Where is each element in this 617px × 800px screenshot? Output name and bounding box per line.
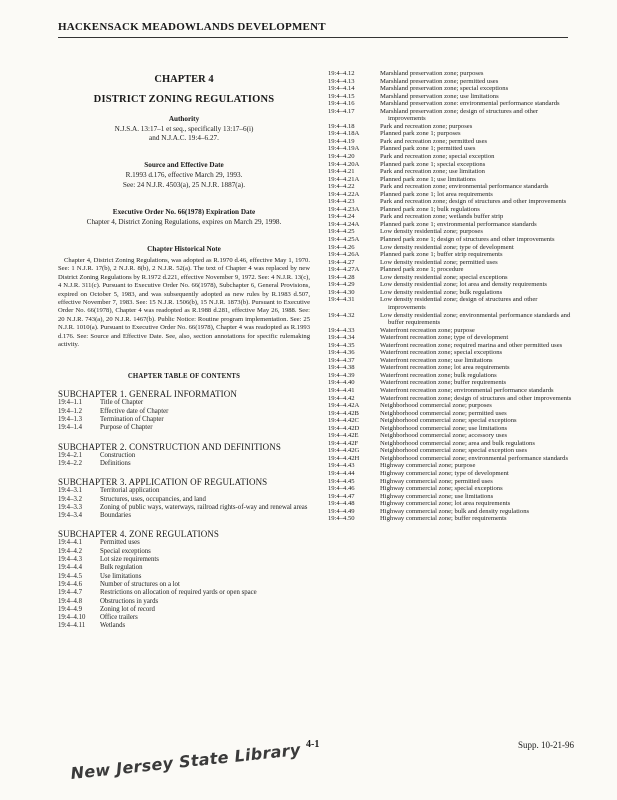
section-title: Low density residential zone; permitted uses	[380, 258, 498, 266]
section-number: 19:4–4.42G	[328, 447, 360, 455]
section-number: 19:4–4.22A	[328, 190, 360, 198]
section-title: Marshland preservation zone; design of structures and other improvements	[380, 107, 539, 123]
section-title: Permitted uses	[100, 539, 140, 547]
toc-row	[328, 266, 574, 274]
section-number: 19:4–4.22	[328, 183, 355, 191]
toc-row	[328, 515, 574, 523]
toc-row	[58, 614, 310, 622]
section-title: Highway commercial zone; purpose	[380, 462, 476, 470]
header-rule	[58, 37, 568, 38]
section-number: 19:4–4.13	[328, 77, 355, 85]
toc-row	[328, 93, 574, 101]
toc-row	[328, 508, 574, 516]
toc-row	[58, 598, 310, 606]
toc-row	[328, 395, 574, 403]
section-title: Special exceptions	[100, 547, 151, 555]
toc-row	[58, 424, 310, 432]
section-number: 19:4–4.40	[328, 379, 355, 387]
subchapter-heading: SUBCHAPTER 2. CONSTRUCTION AND DEFINITIONS	[58, 441, 281, 452]
section-title: Waterfront recreation zone; design of structures and other improvements	[380, 394, 572, 402]
toc-row	[328, 462, 574, 470]
section-title: Highway commercial zone; bulk and density regulations	[380, 507, 530, 515]
section-number: 19:4–4.27	[328, 258, 355, 266]
section-title: Planned park zone 1; lot area requirements	[380, 190, 493, 198]
section-title: Highway commercial zone; permitted uses	[380, 477, 493, 485]
section-title: Construction	[100, 451, 136, 459]
section-title: Highway commercial zone; use limitations	[380, 492, 494, 500]
toc-heading: CHAPTER TABLE OF CONTENTS	[127, 373, 241, 381]
source-line: See: 24 N.J.R. 4503(a), 25 N.J.R. 1887(a).	[122, 180, 246, 189]
section-title: Definitions	[100, 459, 131, 467]
section-number: 19:4–4.1	[58, 539, 82, 547]
section-title: Planned park zone 1; buffer strip requirements	[380, 251, 503, 259]
toc-row	[328, 327, 574, 335]
section-title: Wetlands	[100, 622, 126, 630]
section-number: 19:4–4.42A	[328, 402, 360, 410]
toc-row	[328, 123, 574, 131]
toc-row	[328, 493, 574, 501]
section-number: 19:4–3.4	[58, 512, 82, 520]
section-number: 19:4–4.17	[328, 107, 355, 115]
section-number: 19:4–4.4	[58, 564, 82, 572]
section-title: Planned park zone 1; special exceptions	[380, 160, 486, 168]
toc-row	[58, 548, 310, 556]
section-title: Neighborhood commercial zone; use limitations	[380, 424, 508, 432]
authority-line: and N.J.A.C. 19:4–6.27.	[149, 134, 219, 143]
executive-order-text: Chapter 4, District Zoning Regulations, expires on March 29, 1998.	[86, 217, 282, 226]
section-title: Structures, uses, occupancies, and land	[100, 495, 206, 503]
toc-row	[328, 485, 574, 493]
section-title: Waterfront recreation zone; buffer requirements	[380, 379, 507, 387]
toc-row	[328, 85, 574, 93]
section-title: Boundaries	[100, 512, 131, 520]
section-number: 19:4–3.2	[58, 495, 82, 503]
toc-row	[328, 251, 574, 259]
section-title: Park and recreation zone; permitted uses	[380, 137, 488, 145]
toc-row	[328, 221, 574, 229]
section-title: Neighborhood commercial zone; permitted uses	[380, 409, 507, 417]
toc-row	[58, 589, 310, 597]
section-number: 19:4–4.32	[328, 311, 355, 319]
toc-row	[328, 191, 574, 199]
section-list	[328, 70, 574, 523]
left-column	[58, 70, 310, 631]
toc-row	[328, 410, 574, 418]
toc-row	[328, 138, 574, 146]
section-title: Zoning of public ways, waterways, railroad rights-of-way and renewal areas	[100, 503, 308, 511]
section-number: 19:4–1.1	[58, 399, 82, 407]
toc-row	[328, 100, 574, 108]
section-number: 19:4–2.1	[58, 451, 82, 459]
section-title: Low density residential zone; purposes	[380, 228, 483, 236]
toc-row	[328, 387, 574, 395]
section-title: Waterfront recreation zone; use limitations	[380, 356, 493, 364]
section-number: 19:4–4.42	[328, 394, 355, 402]
section-number: 19:4–4.9	[58, 605, 82, 613]
section-title: Low density residential zone; type of development	[380, 243, 514, 251]
section-title: Purpose of Chapter	[100, 424, 153, 432]
section-number: 19:4–4.34	[328, 334, 355, 342]
section-title: Highway commercial zone; buffer requirements	[380, 515, 507, 523]
toc-row	[328, 425, 574, 433]
section-title: Title of Chapter	[100, 399, 144, 407]
toc-row	[328, 70, 574, 78]
section-title: Waterfront recreation zone; type of development	[380, 334, 509, 342]
section-title: Waterfront recreation zone; lot area requirements	[380, 364, 510, 372]
toc-row	[328, 130, 574, 138]
section-number: 19:4–4.20A	[328, 160, 360, 168]
section-title: Planned park zone 1; design of structures and other improvements	[380, 236, 555, 244]
toc-row	[328, 402, 574, 410]
section-number: 19:4–4.35	[328, 341, 355, 349]
section-number: 19:4–4.49	[328, 507, 355, 515]
section-number: 19:4–1.3	[58, 416, 82, 424]
section-title: Neighborhood commercial zone; accessory uses	[380, 432, 508, 440]
section-number: 19:4–4.10	[58, 614, 86, 622]
section-number: 19:4–1.4	[58, 424, 82, 432]
section-title: Planned park zone 1; purposes	[380, 130, 461, 138]
section-title: Planned park zone 1; environmental performance standards	[380, 220, 537, 228]
subchapter-list	[58, 389, 310, 630]
section-number: 19:4–4.48	[328, 500, 355, 508]
section-number: 19:4–4.5	[58, 572, 82, 580]
section-title: Number of structures on a lot	[100, 580, 180, 588]
toc-row	[328, 432, 574, 440]
section-title: Neighborhood commercial zone; special exceptions	[380, 417, 517, 425]
section-number: 19:4–4.42D	[328, 424, 360, 432]
toc-row	[328, 161, 574, 169]
chapter-title: DISTRICT ZONING REGULATIONS	[93, 94, 275, 105]
toc-row	[328, 259, 574, 267]
section-number: 19:4–4.24	[328, 213, 355, 221]
section-title: Low density residential zone; special exceptions	[380, 273, 508, 281]
section-number: 19:4–4.37	[328, 356, 355, 364]
section-number: 19:4–4.2	[58, 547, 82, 555]
toc-row	[328, 372, 574, 380]
section-number: 19:4–4.50	[328, 515, 355, 523]
section-number: 19:4–4.41	[328, 386, 355, 394]
toc-row	[328, 228, 574, 236]
section-title: Highway commercial zone; special exceptions	[380, 485, 503, 493]
toc-row	[328, 440, 574, 448]
section-number: 19:4–3.1	[58, 487, 82, 495]
section-number: 19:4–4.19A	[328, 145, 360, 153]
toc-row	[58, 512, 310, 520]
right-column	[328, 70, 574, 523]
toc-row	[328, 108, 574, 123]
section-title: Obstructions in yards	[100, 597, 159, 605]
toc-row	[328, 176, 574, 184]
toc-row	[58, 496, 310, 504]
section-title: Waterfront recreation zone; special exceptions	[380, 349, 503, 357]
section-title: Park and recreation zone; special exception	[380, 153, 495, 161]
section-number: 19:4–2.2	[58, 459, 82, 467]
section-number: 19:4–4.14	[328, 85, 355, 93]
toc-row	[328, 364, 574, 372]
toc-row	[328, 447, 574, 455]
chapter-number: CHAPTER 4	[154, 74, 214, 85]
section-number: 19:4–4.45	[328, 477, 355, 485]
library-stamp: New Jersey State Library	[69, 739, 302, 784]
section-title: Low density residential zone; environmental performance standards and buffer requirements	[380, 311, 571, 327]
toc-row	[328, 168, 574, 176]
toc-row	[328, 281, 574, 289]
section-title: Neighborhood commercial zone; environmental performance standards	[380, 454, 569, 462]
section-number: 19:4–4.15	[328, 92, 355, 100]
section-title: Neighborhood commercial zone; special exception uses	[380, 447, 528, 455]
authority-line: N.J.S.A. 13:17–1 et seq., specifically 13:17–6(i)	[114, 125, 254, 133]
section-number: 19:4–4.47	[328, 492, 355, 500]
section-number: 19:4–4.42F	[328, 439, 359, 447]
toc-row	[58, 408, 310, 416]
toc-row	[328, 417, 574, 425]
section-title: Marshland preservation zone; purposes	[380, 70, 484, 77]
toc-row	[58, 564, 310, 572]
section-number: 19:4–4.36	[328, 349, 355, 357]
section-number: 19:4–4.27A	[328, 266, 360, 274]
toc-row	[328, 455, 574, 463]
section-number: 19:4–4.16	[328, 100, 355, 108]
toc-row	[328, 145, 574, 153]
section-number: 19:4–4.42H	[328, 454, 360, 462]
section-title: Park and recreation zone; environmental performance standards	[380, 183, 549, 191]
section-title: Highway commercial zone; lot area requirements	[380, 500, 511, 508]
section-title: Neighborhood commercial zone; area and bulk regulations	[380, 439, 535, 447]
section-number: 19:4–4.12	[328, 70, 355, 77]
toc-row	[58, 622, 310, 630]
section-title: Highway commercial zone; type of development	[380, 469, 509, 477]
section-number: 19:4–4.42E	[328, 432, 359, 440]
subchapter-heading: SUBCHAPTER 1. GENERAL INFORMATION	[58, 389, 237, 400]
toc-row	[58, 416, 310, 424]
toc-row	[58, 556, 310, 564]
section-number: 19:4–4.21	[328, 168, 355, 176]
toc-row	[58, 504, 310, 512]
section-number: 19:4–4.8	[58, 597, 82, 605]
section-number: 19:4–4.21A	[328, 175, 360, 183]
toc-row	[328, 334, 574, 342]
section-number: 19:4–4.42C	[328, 417, 359, 425]
section-number: 19:4–4.23A	[328, 205, 360, 213]
section-number: 19:4–1.2	[58, 407, 82, 415]
toc-row	[328, 312, 574, 327]
toc-row	[328, 213, 574, 221]
historical-note-text: Chapter 4, District Zoning Regulations, was adopted as R.1970 d.46, effective May 1, 1970. See: 1 N.J.R. 17(b), 2 N.J.R. 8(b), 2 N.J.R. 52(a). The text of Chapter 4 was replaced by new District Zoning Regulations by R.1972 d.221, effective November 9, 1972. See: 4 N.J.R. 13(c), 4 N.J.R. 311(c). Pursuant to Executive Order No. 66(1978), Subchapter 6, General Provisions, expired on October 5, 1983, and was subsequently adopted as new rules by R.1983 d.507, effective November 7, 1983. See: 15 N.J.R. 1506(b), 15 N.J.R. 1873(b). Pursuant to Executive Order No. 66(1978), Chapter 4 was readopted as R.1988 d.281, effective May 26, 1988. See: 20 N.J.R. 743(a), 20 N.J.R. 1467(b). Public Notice: Routine program implementation. See: 25 N.J.R. 1010(a). Pursuant to Executive Order No. 66(1978), Chapter 4 was readopted as R.1993 d.176. See: Source and Effective Date. See, also, section annotations for specific rulemaking activity.	[58, 257, 310, 349]
toc-row	[328, 289, 574, 297]
toc-row	[328, 198, 574, 206]
section-title: Waterfront recreation zone; purpose	[380, 326, 475, 334]
section-number: 19:4–4.26	[328, 243, 355, 251]
historical-note-heading: Chapter Historical Note	[147, 245, 221, 254]
section-number: 19:4–4.43	[328, 462, 355, 470]
section-title: Park and recreation zone; purposes	[380, 122, 473, 130]
section-number: 19:4–4.18	[328, 122, 355, 130]
authority-heading: Authority	[168, 115, 200, 123]
toc-row	[58, 452, 310, 460]
toc-row	[328, 78, 574, 86]
section-title: Low density residential zone; lot area and density requirements	[380, 281, 547, 289]
section-title: Bulk regulation	[100, 564, 143, 572]
running-head: HACKENSACK MEADOWLANDS DEVELOPMENT	[58, 21, 326, 33]
section-title: Zoning lot of record	[100, 605, 155, 613]
section-title: Park and recreation zone; wetlands buffer strip	[380, 213, 504, 221]
toc-row	[328, 153, 574, 161]
section-title: Waterfront recreation zone; environmental performance standards	[380, 386, 554, 394]
section-number: 19:4–4.38	[328, 364, 355, 372]
section-title: Waterfront recreation zone; bulk regulations	[380, 371, 497, 379]
section-number: 19:4–4.46	[328, 485, 355, 493]
section-number: 19:4–4.31	[328, 296, 355, 304]
executive-order-heading: Executive Order No. 66(1978) Expiration Date	[112, 207, 256, 216]
section-number: 19:4–4.20	[328, 153, 355, 161]
section-title: Low density residential zone; bulk regulations	[380, 288, 503, 296]
toc-row	[328, 342, 574, 350]
toc-row	[58, 606, 310, 614]
source-heading: Source and Effective Date	[144, 161, 224, 170]
section-number: 19:4–4.25A	[328, 236, 360, 244]
toc-row	[328, 244, 574, 252]
toc-row	[328, 379, 574, 387]
section-number: 19:4–4.3	[58, 556, 82, 564]
section-title: Neighborhood commercial zone; purposes	[380, 402, 492, 410]
toc-row	[328, 470, 574, 478]
toc-row	[328, 183, 574, 191]
section-title: Marshland preservation zone; special exceptions	[380, 85, 509, 93]
toc-row	[58, 399, 310, 407]
section-title: Park and recreation zone; design of structures and other improvements	[380, 198, 567, 206]
section-number: 19:4–4.39	[328, 371, 355, 379]
toc-row	[328, 206, 574, 214]
section-number: 19:4–4.23	[328, 198, 355, 206]
section-number: 19:4–4.29	[328, 281, 355, 289]
section-number: 19:4–3.3	[58, 503, 82, 511]
section-title: Marshland preservation zone; use limitations	[380, 92, 499, 100]
section-number: 19:4–4.44	[328, 469, 355, 477]
section-number: 19:4–4.18A	[328, 130, 360, 138]
subchapter-heading: SUBCHAPTER 4. ZONE REGULATIONS	[58, 529, 220, 540]
section-number: 19:4–4.19	[328, 137, 355, 145]
toc-row	[58, 487, 310, 495]
subchapter-heading: SUBCHAPTER 3. APPLICATION OF REGULATIONS	[58, 477, 268, 488]
section-title: Restrictions on allocation of required yards or open space	[100, 589, 257, 597]
toc-row	[328, 478, 574, 486]
toc-row	[328, 349, 574, 357]
toc-row	[58, 573, 310, 581]
section-title: Use limitations	[100, 572, 142, 580]
toc-row	[328, 357, 574, 365]
section-number: 19:4–4.42B	[328, 409, 359, 417]
section-number: 19:4–4.28	[328, 273, 355, 281]
section-title: Planned park zone 1; use limitations	[380, 175, 476, 183]
toc-row	[328, 296, 574, 311]
section-title: Marshland preservation zone; permitted uses	[380, 77, 499, 85]
page-number: 4-1	[306, 739, 320, 750]
section-title: Office trailers	[100, 614, 138, 622]
section-title: Planned park zone 1; procedure	[380, 266, 464, 274]
section-title: Planned park zone 1; permitted uses	[380, 145, 476, 153]
section-title: Lot size requirements	[100, 556, 159, 564]
section-title: Termination of Chapter	[100, 416, 164, 424]
toc-row	[58, 581, 310, 589]
section-number: 19:4–4.25	[328, 228, 355, 236]
section-number: 19:4–4.26A	[328, 251, 360, 259]
toc-row	[328, 274, 574, 282]
toc-row	[58, 460, 310, 468]
section-title: Marshland preservation zone: environmental performance standards	[380, 100, 560, 108]
section-title: Low density residential zone; design of structures and other improvements	[380, 296, 538, 311]
section-title: Planned park zone 1; bulk regulations	[380, 205, 480, 213]
toc-row	[58, 539, 310, 547]
toc-row	[328, 500, 574, 508]
section-number: 19:4–4.24A	[328, 220, 360, 228]
section-number: 19:4–4.11	[58, 622, 86, 630]
section-title: Waterfront recreation zone; required marina and other permitted uses	[380, 341, 563, 349]
section-number: 19:4–4.6	[58, 580, 82, 588]
section-title: Park and recreation zone; use limitation	[380, 168, 485, 176]
source-line: R.1993 d.176, effective March 29, 1993.	[125, 171, 243, 180]
section-number: 19:4–4.7	[58, 589, 82, 597]
section-title: Effective date of Chapter	[100, 407, 169, 415]
supplement-date: Supp. 10-21-96	[518, 740, 574, 750]
section-title: Territorial application	[100, 487, 160, 495]
section-number: 19:4–4.30	[328, 288, 355, 296]
section-number: 19:4–4.33	[328, 326, 355, 334]
toc-row	[328, 236, 574, 244]
